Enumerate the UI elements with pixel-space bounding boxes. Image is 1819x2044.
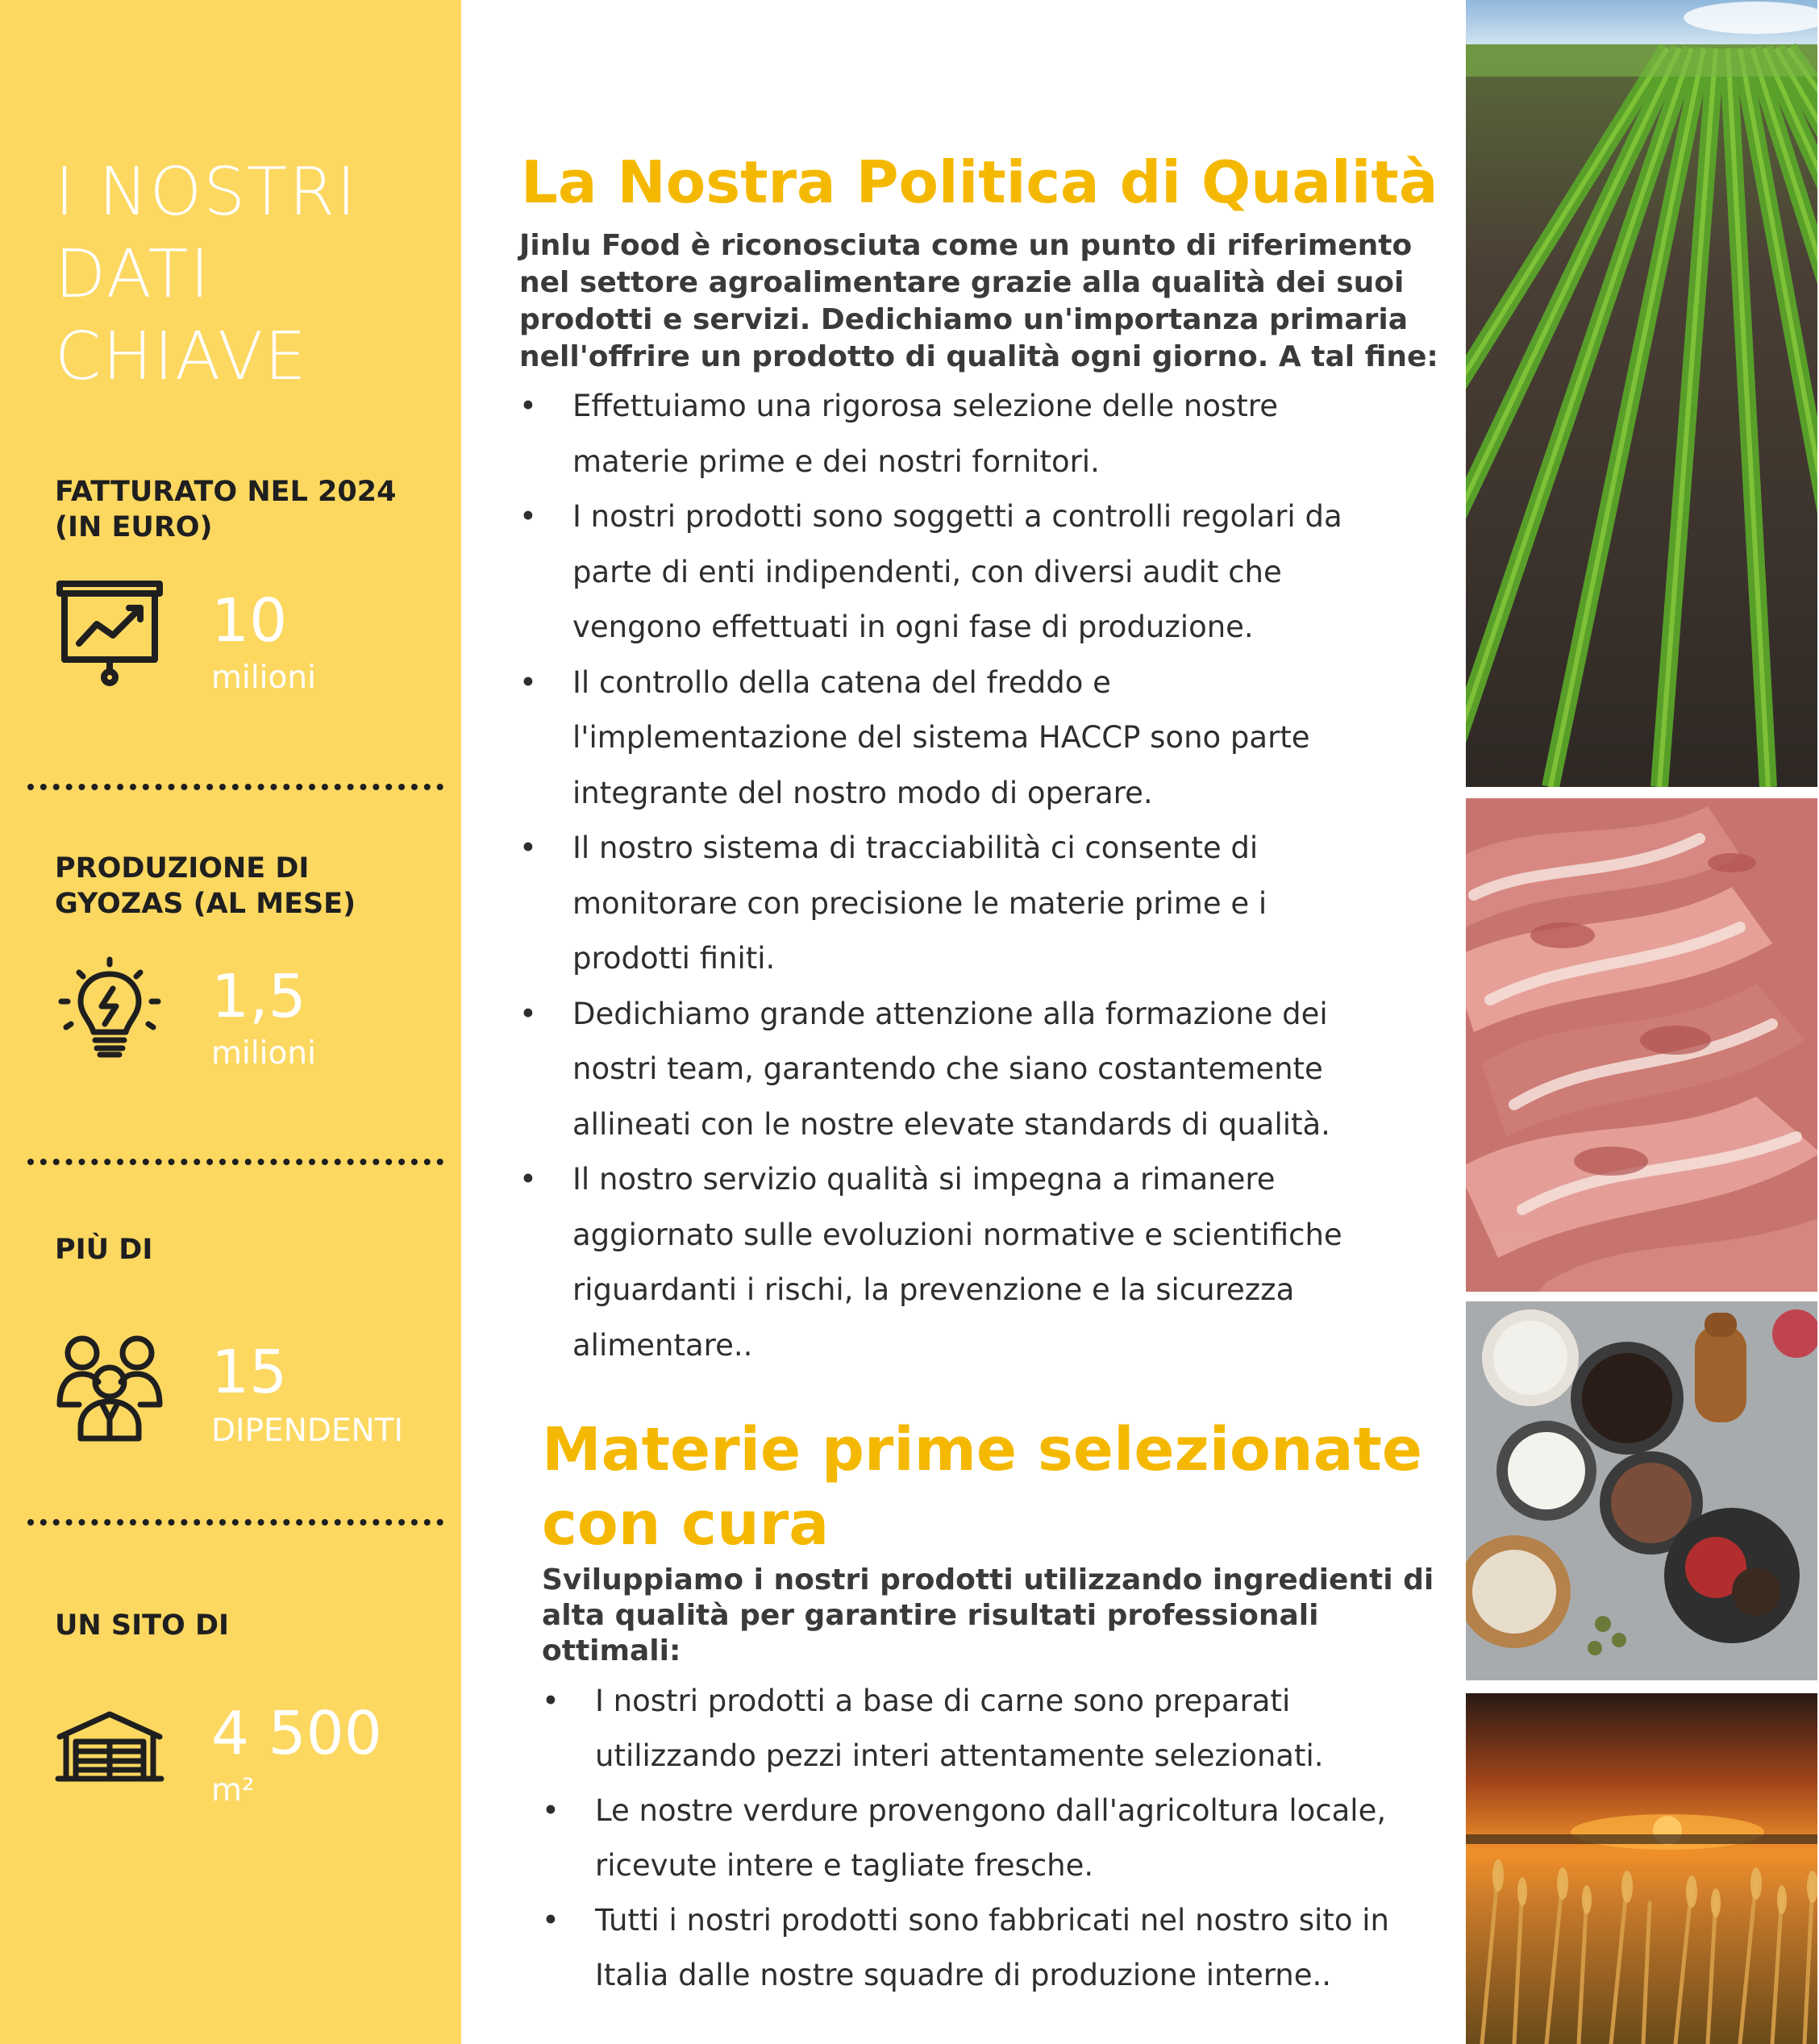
key-figures-sidebar (0, 0, 461, 2044)
lightbulb-icon (55, 956, 164, 1066)
list-item: • I nostri prodotti sono soggetti a controlli regolari da parte di enti indipendenti, con diversi audit che vengono effettuati in ogni fase di produzione. (519, 499, 1342, 644)
crop-field-photo (1466, 0, 1817, 787)
spices-photo (1466, 1301, 1817, 1680)
list-item: • Dedichiamo grande attenzione alla formazione dei nostri team, garantendo che siano costantemente allineati con le nostre elevate standards di qualità. (519, 996, 1330, 1142)
raw-materials-heading: Materie prime selezionate con cura (542, 1415, 1423, 1559)
wheat-field-sunset-photo (1466, 1693, 1817, 2044)
warehouse-icon (55, 1705, 164, 1814)
site-label: UN SITO DI (55, 1609, 230, 1642)
site-value: 4 500 (211, 1699, 382, 1768)
list-item: • Il nostro sistema di tracciabilità ci consente di monitorare con precisione le materie prime e i prodotti finiti. (519, 831, 1267, 976)
list-item: • Effettuiamo una rigorosa selezione delle nostre materie prime e dei nostri fornitori. (519, 389, 1278, 479)
list-item: • Il controllo della catena del freddo e l'implementazione del sistema HACCP sono parte integrante del nostro modo di operare. (519, 664, 1310, 810)
dotted-divider (27, 1519, 443, 1526)
list-item: • Il nostro servizio qualità si impegna a rimanere aggiornato sulle evoluzioni normative e scientifiche riguardanti i rischi, la prevenzione e la sicurezza alimentare.. (519, 1162, 1342, 1363)
employees-label: PIÙ DI (55, 1234, 153, 1266)
presentation-chart-icon (55, 579, 164, 689)
raw-materials-bullet-list (542, 1674, 1389, 2003)
employees-unit: DIPENDENTI (211, 1413, 404, 1449)
sidebar-title: I NOSTRI DATI CHIAVE (55, 154, 358, 395)
revenue-value: 10 (211, 586, 288, 656)
production-value: 1,5 (211, 962, 306, 1031)
quality-bullet-list (519, 379, 1342, 1373)
main-content (461, 0, 1464, 2044)
photo-column (1464, 0, 1819, 2044)
production-unit: milioni (211, 1035, 316, 1072)
dotted-divider (27, 1159, 443, 1165)
revenue-label: FATTURATO NEL 2024 (IN EURO) (55, 476, 397, 543)
raw-materials-intro: Sviluppiamo i nostri prodotti utilizzando ingredienti di alta qualità per garantire risultati professionali ottimali: (542, 1563, 1434, 1667)
raw-meat-photo (1466, 798, 1817, 1292)
list-item: • I nostri prodotti a base di carne sono preparati utilizzando pezzi interi attentamente selezionati. (542, 1684, 1324, 1773)
site-unit: m² (211, 1772, 255, 1809)
revenue-unit: milioni (211, 660, 316, 696)
list-item: • Le nostre verdure provengono dall'agricoltura locale, ricevute intere e tagliate fresche. (542, 1793, 1387, 1883)
team-icon (55, 1332, 164, 1442)
quality-policy-heading: La Nostra Politica di Qualità (521, 148, 1438, 216)
list-item: • Tutti i nostri prodotti sono fabbricati nel nostro sito in Italia dalle nostre squadre di produzione interne.. (542, 1903, 1389, 1992)
production-label: PRODUZIONE DI GYOZAS (AL MESE) (55, 852, 356, 920)
dotted-divider (27, 784, 443, 790)
quality-intro: Jinlu Food è riconosciuta come un punto di riferimento nel settore agroalimentare grazie alla qualità dei suoi prodotti e servizi. Dedichiamo un'importanza primaria nell'offrire un prodotto di qualità ogni giorno. A tal fine: (519, 229, 1438, 373)
employees-value: 15 (211, 1338, 288, 1407)
